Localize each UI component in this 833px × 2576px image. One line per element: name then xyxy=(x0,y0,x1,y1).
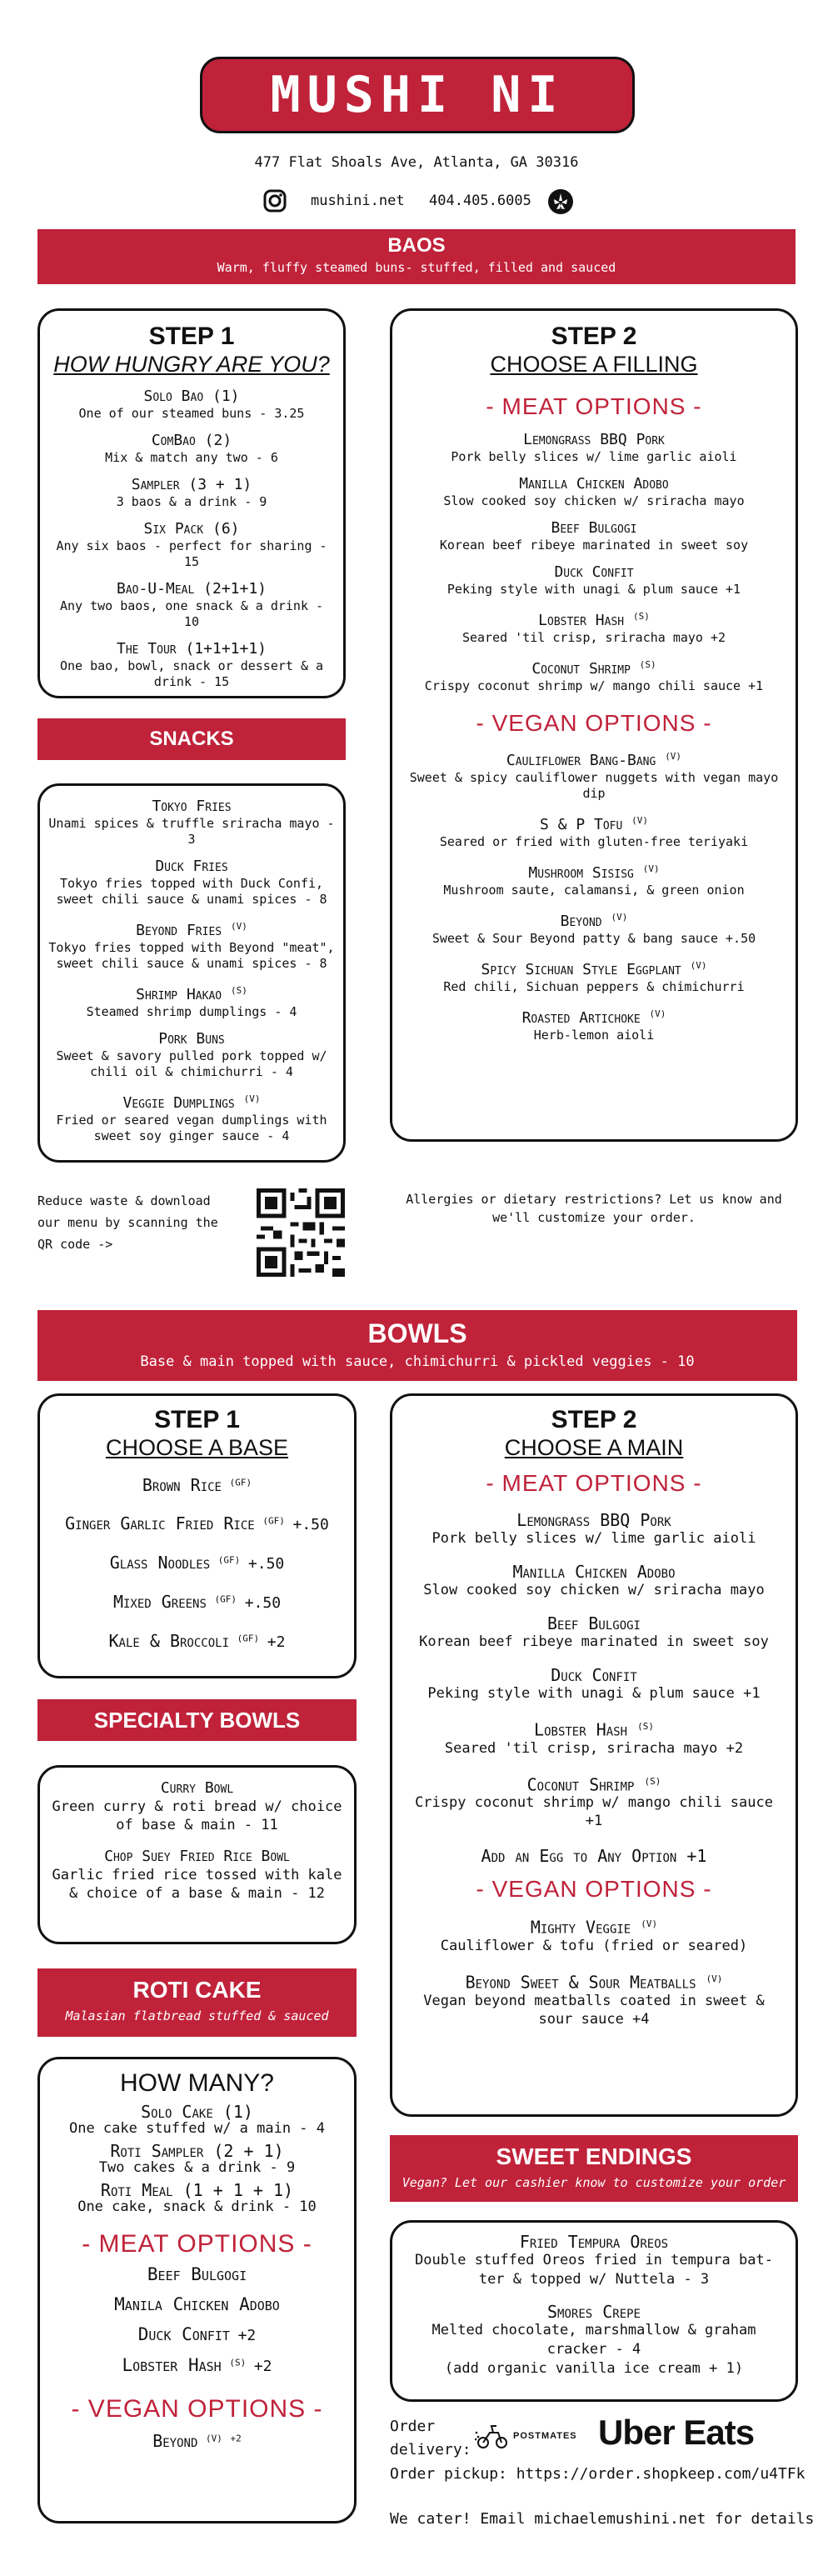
item-name: Duck Confit xyxy=(137,2324,230,2344)
item-name-text: Coconut Shrimp xyxy=(531,660,631,678)
filling-item[interactable] xyxy=(404,812,784,850)
filling-item[interactable] xyxy=(404,475,784,509)
order-pickup-link[interactable]: Order pickup: https://order.shopkeep.com/u4TFk xyxy=(390,2465,806,2483)
restaurant-title: MUSHI NI xyxy=(270,66,565,124)
item-name xyxy=(404,1970,784,1992)
item-desc: Two cakes & a drink - 9 xyxy=(98,2159,296,2176)
item-name xyxy=(404,656,784,678)
item-name: The Tour (1+1+1+1) xyxy=(116,640,267,658)
main-item[interactable] xyxy=(404,1563,784,1599)
item-name: Solo Bao (1) xyxy=(143,388,240,405)
meat-options-heading: - MEAT OPTIONS - xyxy=(486,1470,702,1496)
item-name: Roti Sampler (2 + 1) xyxy=(110,2141,284,2161)
filling-item[interactable] xyxy=(404,656,784,694)
step-subheading: CHOOSE A BASE xyxy=(105,1435,289,1460)
item-tag: (V) xyxy=(642,863,660,874)
item-desc: Garlic fried rice tossed with kale & choice of a base & main - 12 xyxy=(52,1867,342,1902)
item-name: Duck Confit xyxy=(554,563,634,581)
item-name xyxy=(404,1718,784,1739)
roti-subtitle: Malasian flatbread stuffed & sauced xyxy=(65,2008,329,2023)
egg-label: Add an Egg to Any Option +1 xyxy=(481,1846,707,1867)
specialty-item[interactable] xyxy=(50,1779,344,1834)
add-egg-option[interactable] xyxy=(404,1847,784,1865)
item-tag: (V) xyxy=(230,921,247,932)
specialty-box xyxy=(37,1765,357,1944)
vegan-options-heading: - VEGAN OPTIONS - xyxy=(476,710,712,736)
item-name: Six Pack (6) xyxy=(143,520,240,538)
item-tag: (S) xyxy=(632,611,650,622)
item-name-text: Lobster Hash xyxy=(534,1719,628,1740)
snack-item[interactable] xyxy=(48,858,335,908)
logo-banner xyxy=(200,57,635,133)
item-desc: Sweet & spicy cauliflower nuggets with vegan mayo dip xyxy=(409,770,779,801)
item-tag: (GF) xyxy=(229,1477,252,1488)
item-name-text: Veggie Dumplings xyxy=(122,1094,235,1112)
step-heading: STEP 1 xyxy=(154,1406,240,1433)
item-tag: (V) xyxy=(665,751,682,762)
bao-size-item[interactable] xyxy=(50,388,333,422)
item-desc: One of our steamed buns - 3.25 xyxy=(78,406,305,421)
item-name: Smores Crepe xyxy=(547,2302,641,2322)
bao-size-item[interactable] xyxy=(50,580,333,630)
item-name: Kale & Broccoli xyxy=(108,1631,230,1651)
roti-title: ROTI CAKE xyxy=(132,1977,262,2003)
item-name-text: Coconut Shrimp xyxy=(526,1774,635,1795)
item-tag: (V) xyxy=(649,1008,666,1019)
item-price: +2 xyxy=(237,2327,257,2344)
dessert-item[interactable] xyxy=(406,2303,782,2359)
item-name: Curry Bowl xyxy=(160,1779,234,1797)
step-heading: STEP 2 xyxy=(551,1406,637,1433)
main-item[interactable] xyxy=(404,1915,784,1955)
item-price: +.50 xyxy=(244,1594,282,1612)
filling-item[interactable] xyxy=(404,908,784,947)
meat-options-heading: - MEAT OPTIONS - xyxy=(82,2230,312,2258)
filling-item[interactable] xyxy=(404,608,784,646)
item-name xyxy=(48,1090,335,1113)
snack-item[interactable] xyxy=(48,918,335,972)
item-desc: Any two baos, one snack & a drink - 10 xyxy=(59,598,324,629)
item-name: Beef Bulgogi xyxy=(551,519,637,537)
contact-row xyxy=(262,185,596,218)
snack-item[interactable] xyxy=(48,982,335,1020)
item-name: Lobster Hash xyxy=(122,2355,222,2375)
item-tag: (V) xyxy=(641,1918,658,1930)
item-desc: Red chili, Sichuan peppers & chimichurri xyxy=(443,979,745,994)
snack-item[interactable] xyxy=(48,798,335,848)
item-name xyxy=(404,608,784,630)
main-item[interactable] xyxy=(404,1970,784,2028)
vegan-options-heading: - VEGAN OPTIONS - xyxy=(476,1876,712,1903)
base-item[interactable] xyxy=(48,1553,346,1573)
item-desc: 3 baos & a drink - 9 xyxy=(116,494,267,509)
item-desc: Melted chocolate, marshmallow & graham cracker - 4 xyxy=(431,2322,756,2358)
roti-size-item[interactable] xyxy=(48,2103,346,2137)
meat-options-heading: - MEAT OPTIONS - xyxy=(486,393,702,419)
snack-item[interactable] xyxy=(48,1030,335,1080)
item-name: Sampler (3 + 1) xyxy=(131,476,252,493)
roti-filling-item[interactable] xyxy=(48,2432,346,2450)
baos-step2-box xyxy=(390,308,798,1142)
roti-filling-item[interactable] xyxy=(48,2325,346,2344)
step-subheading: HOW HUNGRY ARE YOU? xyxy=(53,352,330,377)
item-desc: Korean beef ribeye marinated in sweet soy xyxy=(419,1633,769,1650)
item-name: Manila Chicken Adobo xyxy=(114,2294,280,2314)
item-desc: Crispy coconut shrimp w/ mango chili sauce +1 xyxy=(424,678,764,693)
item-tag: (V) xyxy=(631,815,649,826)
item-tag: (V) xyxy=(206,2433,222,2444)
item-desc: Pork belly slices w/ lime garlic aioli xyxy=(451,449,737,464)
item-name: Glass Noodles xyxy=(109,1553,211,1573)
roti-size-item[interactable] xyxy=(48,2142,346,2176)
item-name: Bao-U-Meal (2+1+1) xyxy=(116,580,267,598)
specialty-bowls-banner xyxy=(37,1699,357,1741)
qr-note: Reduce waste & download our menu by scanning the QR code -> xyxy=(37,1193,218,1252)
roti-box xyxy=(37,2057,357,2523)
item-desc: Steamed shrimp dumplings - 4 xyxy=(86,1004,297,1019)
bowls-banner xyxy=(37,1310,797,1381)
baos-banner xyxy=(37,229,796,284)
item-name xyxy=(48,982,335,1004)
item-name xyxy=(404,860,784,883)
item-desc: Unami spices & truffle sriracha mayo - 3 xyxy=(48,816,335,847)
item-tag: (V) xyxy=(243,1093,261,1104)
vegan-options-heading: - VEGAN OPTIONS - xyxy=(71,2395,323,2423)
roti-banner xyxy=(37,1968,357,2037)
filling-item[interactable] xyxy=(404,519,784,553)
item-name xyxy=(404,957,784,979)
roti-filling-item[interactable] xyxy=(48,2356,346,2375)
item-name xyxy=(404,812,784,834)
allergy-note: Allergies or dietary restrictions? Let us know and we'll customize your order. xyxy=(406,1192,782,1225)
item-name xyxy=(48,918,335,940)
bao-size-item[interactable] xyxy=(50,432,333,466)
baos-step1-box xyxy=(37,308,346,698)
main-item[interactable] xyxy=(404,1773,784,1831)
item-tag: (S) xyxy=(644,1775,661,1787)
item-desc: Cauliflower & tofu (fried or seared) xyxy=(440,1937,748,1954)
ice-cream-addon[interactable]: (add organic vanilla ice cream + 1) xyxy=(444,2360,744,2377)
bao-size-item[interactable] xyxy=(50,520,333,570)
address: 477 Flat Shoals Ave, Atlanta, GA 30316 xyxy=(254,154,579,171)
roti-filling-item[interactable] xyxy=(48,2295,346,2313)
item-name-text: Shrimp Hakao xyxy=(136,986,222,1003)
item-name: Tokyo Fries xyxy=(152,798,232,815)
item-name-text: Beyond Fries xyxy=(136,922,222,939)
filling-item[interactable] xyxy=(404,957,784,995)
base-item[interactable] xyxy=(48,1593,346,1612)
item-name-text: S & P Tofu xyxy=(539,816,623,833)
item-name xyxy=(404,1773,784,1794)
item-price: +2 xyxy=(267,1633,286,1651)
filling-item[interactable] xyxy=(404,431,784,465)
item-name-text: Lobster Hash xyxy=(538,612,625,629)
item-tag: (V) xyxy=(690,960,707,971)
step-subheading: CHOOSE A MAIN xyxy=(504,1435,684,1460)
item-desc: Slow cooked soy chicken w/ sriracha mayo xyxy=(443,493,745,508)
item-name: Mixed Greens xyxy=(112,1592,207,1612)
roti-heading: HOW MANY? xyxy=(119,2069,274,2097)
item-name: Solo Cake (1) xyxy=(141,2102,253,2122)
main-item[interactable] xyxy=(404,1511,784,1548)
snacks-title: SNACKS xyxy=(149,728,234,750)
base-item[interactable] xyxy=(48,1476,346,1494)
item-name xyxy=(404,748,784,770)
step-subheading: CHOOSE A FILLING xyxy=(490,352,698,377)
item-tag: (S) xyxy=(230,985,247,996)
sweet-subtitle: Vegan? Let our cashier know to customize your order xyxy=(402,2175,786,2190)
item-name: Roti Meal (1 + 1 + 1) xyxy=(100,2180,294,2200)
item-name: Lemongrass BBQ Pork xyxy=(516,1510,671,1530)
postmates-label: POSTMATES xyxy=(513,2431,577,2441)
item-price: +2 xyxy=(230,2433,242,2444)
item-tag: (GF) xyxy=(237,1633,260,1644)
item-desc: Any six baos - perfect for sharing - 15 xyxy=(56,538,327,569)
item-desc: Korean beef ribeye marinated in sweet soy xyxy=(439,538,749,553)
item-desc: Green curry & roti bread w/ choice of base & main - 11 xyxy=(52,1798,342,1833)
item-name: Beyond xyxy=(152,2431,198,2451)
item-name-text: Mushroom Sisisg xyxy=(528,864,634,882)
item-price: +.50 xyxy=(292,1516,329,1533)
step-heading: STEP 1 xyxy=(148,323,235,350)
bao-size-item[interactable] xyxy=(50,640,333,690)
bao-size-item[interactable] xyxy=(50,476,333,510)
sweet-endings-banner xyxy=(390,2135,798,2202)
item-tag: (GF) xyxy=(214,1593,237,1605)
base-item[interactable] xyxy=(48,1632,346,1651)
item-desc: Herb-lemon aioli xyxy=(533,1028,655,1043)
item-name: Lemongrass BBQ Pork xyxy=(523,431,665,448)
item-price: +.50 xyxy=(247,1555,285,1573)
snacks-box xyxy=(37,783,346,1163)
item-name: ComBao (2) xyxy=(151,432,232,449)
roti-filling-item[interactable] xyxy=(48,2265,346,2283)
snacks-banner xyxy=(37,718,346,760)
postmates-logo[interactable] xyxy=(475,2419,596,2453)
item-name-text: Spicy Sichuan Style Eggplant xyxy=(481,961,681,978)
item-desc: Sweet & Sour Beyond patty & bang sauce +.50 xyxy=(431,931,756,946)
item-name: Pork Buns xyxy=(158,1030,225,1048)
item-name: Beef Bulgogi xyxy=(547,1613,641,1633)
item-name: Beef Bulgogi xyxy=(147,2264,247,2284)
filling-item[interactable] xyxy=(404,748,784,802)
postmates-icon xyxy=(475,2421,510,2453)
item-desc: Mix & match any two - 6 xyxy=(105,450,278,465)
item-desc: Peking style with unagi & plum sauce +1 xyxy=(446,582,741,597)
phone-number[interactable]: 404.405.6005 xyxy=(429,193,531,209)
qr-code-icon[interactable] xyxy=(257,1188,345,1277)
main-item[interactable] xyxy=(404,1666,784,1703)
item-tag: (V) xyxy=(611,912,628,923)
item-tag: (S) xyxy=(637,1721,654,1732)
filling-item[interactable] xyxy=(404,860,784,898)
order-delivery-label: Order delivery: xyxy=(390,2418,471,2458)
website-link[interactable]: mushini.net xyxy=(311,193,405,209)
item-tag: (GF) xyxy=(217,1554,241,1566)
item-desc: Double stuffed Oreos fried in tempura bat-ter & topped w/ Nuttela - 3 xyxy=(415,2252,773,2288)
specialty-title: SPECIALTY BOWLS xyxy=(93,1708,301,1733)
item-desc: Seared or fried with gluten-free teriyaki xyxy=(439,834,749,849)
item-desc: Fried or seared vegan dumplings with sweet soy ginger sauce - 4 xyxy=(56,1113,327,1143)
item-desc: Seared 'til crisp, sriracha mayo +2 xyxy=(461,630,726,645)
item-desc: Vegan beyond meatballs coated in sweet & sour sauce +4 xyxy=(423,1992,765,2028)
item-tag: (S) xyxy=(229,2357,247,2368)
item-tag: (S) xyxy=(639,659,656,670)
item-name: Duck Confit xyxy=(551,1665,637,1685)
catering-note: We cater! Email michaelemushini.net for details xyxy=(390,2510,815,2528)
baos-title: BAOS xyxy=(387,234,446,257)
base-item[interactable] xyxy=(48,1514,346,1533)
item-desc: One cake, snack & drink - 10 xyxy=(77,2198,317,2215)
bowls-title: BOWLS xyxy=(367,1318,467,1348)
bowls-subtitle: Base & main topped with sauce, chimichurri & pickled veggies - 10 xyxy=(140,1353,695,1370)
snack-item[interactable] xyxy=(48,1090,335,1144)
yelp-icon[interactable] xyxy=(547,188,574,215)
item-tag: (GF) xyxy=(262,1515,285,1527)
bowls-step2-box xyxy=(390,1393,798,2117)
step-heading: STEP 2 xyxy=(551,323,637,350)
item-desc: Crispy coconut shrimp w/ mango chili sauce +1 xyxy=(415,1794,773,1830)
item-name: Brown Rice xyxy=(142,1475,222,1495)
item-name xyxy=(404,1005,784,1028)
sweet-box xyxy=(390,2220,798,2402)
filling-item[interactable] xyxy=(404,563,784,598)
filling-item[interactable] xyxy=(404,1005,784,1043)
item-desc: Seared 'til crisp, sriracha mayo +2 xyxy=(444,1739,744,1757)
item-tag: (V) xyxy=(706,1973,723,1984)
item-name-text: Beyond xyxy=(560,913,602,930)
item-desc: Slow cooked soy chicken w/ sriracha mayo xyxy=(423,1582,765,1598)
item-name: Ginger Garlic Fried Rice xyxy=(65,1513,255,1533)
item-desc: One cake stuffed w/ a main - 4 xyxy=(68,2120,326,2137)
item-desc: Mushroom saute, calamansi, & green onion xyxy=(443,883,745,898)
item-name: Chop Suey Fried Rice Bowl xyxy=(104,1848,290,1865)
item-name: Manilla Chicken Adobo xyxy=(512,1562,676,1582)
baos-subtitle: Warm, fluffy steamed buns- stuffed, filled and sauced xyxy=(217,260,616,275)
item-name: Manilla Chicken Adobo xyxy=(519,475,669,493)
instagram-icon[interactable] xyxy=(262,188,287,213)
item-desc: Pork belly slices w/ lime garlic aioli xyxy=(431,1530,756,1547)
item-name-text: Roasted Artichoke xyxy=(521,1009,641,1027)
roti-size-item[interactable] xyxy=(48,2181,346,2215)
item-name-text: Mighty Veggie xyxy=(530,1917,631,1938)
item-name xyxy=(404,908,784,931)
item-desc: Tokyo fries topped with Beyond "meat", sweet chili sauce & unami spices - 8 xyxy=(48,940,335,971)
item-name: Duck Fries xyxy=(155,858,228,875)
dessert-item[interactable] xyxy=(406,2233,782,2289)
item-name xyxy=(404,1915,784,1937)
main-item[interactable] xyxy=(404,1718,784,1758)
item-name-text: Beyond Sweet & Sour Meatballs xyxy=(465,1972,696,1993)
item-desc: Sweet & savory pulled pork topped w/ chili oil & chimichurri - 4 xyxy=(56,1048,327,1079)
item-desc: Peking style with unagi & plum sauce +1 xyxy=(427,1685,761,1702)
item-desc: Tokyo fries topped with Duck Confi, sweet chili sauce & unami spices - 8 xyxy=(56,876,327,907)
item-name: Fried Tempura Oreos xyxy=(519,2232,669,2252)
item-price: +2 xyxy=(253,2358,272,2375)
item-desc: One bao, bowl, snack or dessert & a drink - 15 xyxy=(59,658,324,689)
sweet-title: SWEET ENDINGS xyxy=(496,2143,692,2169)
uber-eats-logo[interactable]: Uber Eats xyxy=(598,2413,755,2452)
main-item[interactable] xyxy=(404,1614,784,1651)
bowls-step1-box xyxy=(37,1393,357,1678)
item-name-text: Cauliflower Bang-Bang xyxy=(506,752,656,769)
specialty-item[interactable] xyxy=(50,1848,344,1903)
